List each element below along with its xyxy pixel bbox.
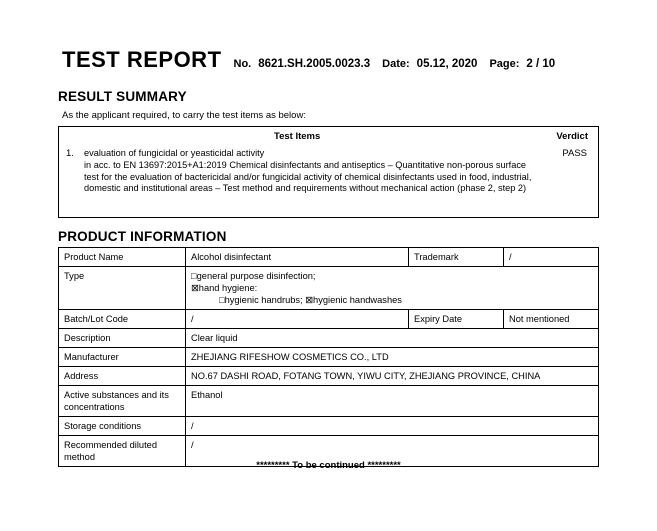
row-value-type — [186, 267, 599, 310]
row-label-expiry-date: Expiry Date — [409, 310, 504, 329]
row-value-batch-code: / — [186, 310, 409, 329]
table-row — [59, 267, 599, 310]
continued-note: ********* To be continued ********* — [256, 460, 401, 471]
result-row-number: 1. — [66, 148, 74, 159]
row-value-product-name: Alcohol disinfectant — [186, 248, 409, 267]
report-page-field — [477, 58, 555, 70]
row-label-description: Description — [59, 329, 186, 348]
row-value-address: NO.67 DASHI ROAD, FOTANG TOWN, YIWU CITY, ZHEJIANG PROVINCE, CHINA — [186, 367, 599, 386]
row-label-address: Address — [59, 367, 186, 386]
table-row — [59, 348, 599, 367]
table-row — [59, 386, 599, 417]
row-value-expiry-date: Not mentioned — [504, 310, 599, 329]
result-summary-intro: As the applicant required, to carry the test items as below: — [62, 110, 306, 121]
report-date-value: 05.12, 2020 — [416, 58, 478, 70]
row-label-trademark: Trademark — [409, 248, 504, 267]
product-information-heading: PRODUCT INFORMATION — [58, 229, 227, 244]
table-row — [59, 310, 599, 329]
column-header-verdict: Verdict — [556, 131, 588, 142]
row-value-manufacturer: ZHEJIANG RIFESHOW COSMETICS CO., LTD — [186, 348, 599, 367]
type-option-general: □general purpose disinfection; — [191, 271, 316, 281]
report-number-value: 8621.SH.2005.0023.3 — [258, 58, 371, 70]
type-option-hand-hygiene: ⊠hand hygiene: — [191, 283, 258, 293]
row-label-diluted-method: Recommended diluted method — [59, 436, 186, 467]
table-row — [59, 248, 599, 267]
row-value-trademark: / — [504, 248, 599, 267]
result-row-body — [84, 148, 532, 195]
table-row — [59, 417, 599, 436]
report-number-label: No. — [233, 58, 252, 70]
row-label-product-name: Product Name — [59, 248, 186, 267]
report-page-value: 2 / 10 — [526, 58, 556, 70]
result-row-title: evaluation of fungicidal or yeasticidal activity — [84, 148, 265, 158]
result-summary-box — [58, 126, 599, 218]
row-value-diluted-method: / — [186, 436, 599, 467]
report-number-field — [222, 58, 371, 70]
row-label-active-substances: Active substances and its concentrations — [59, 386, 186, 417]
result-row-verdict: PASS — [562, 148, 587, 159]
column-header-test-items: Test Items — [274, 131, 321, 142]
row-label-type: Type — [59, 267, 186, 310]
report-page-label: Page: — [489, 58, 520, 70]
report-header — [62, 47, 596, 73]
row-value-storage-conditions: / — [186, 417, 599, 436]
table-row — [59, 367, 599, 386]
report-date-field — [370, 58, 477, 70]
product-information-table — [58, 247, 599, 467]
page-title: TEST REPORT — [62, 47, 222, 72]
table-row — [59, 329, 599, 348]
row-value-active-substances: Ethanol — [186, 386, 599, 417]
result-summary-heading: RESULT SUMMARY — [58, 89, 187, 104]
row-label-batch-code: Batch/Lot Code — [59, 310, 186, 329]
row-label-storage-conditions: Storage conditions — [59, 417, 186, 436]
report-date-label: Date: — [382, 58, 410, 70]
result-row-description: in acc. to EN 13697:2015+A1:2019 Chemical disinfectants and antiseptics – Quantitative non-porous surface test for the evaluation of bactericidal and/or fungicidal activity of chemical disinfectants used in food, industrial, domestic and institutional areas – Test method and requirements without mechanical action (phase 2, step 2) — [84, 159, 532, 194]
type-option-handrubs-handwashes: □hygienic handrubs; ⊠hygienic handwashes — [219, 295, 402, 305]
row-value-description: Clear liquid — [186, 329, 599, 348]
row-label-manufacturer: Manufacturer — [59, 348, 186, 367]
